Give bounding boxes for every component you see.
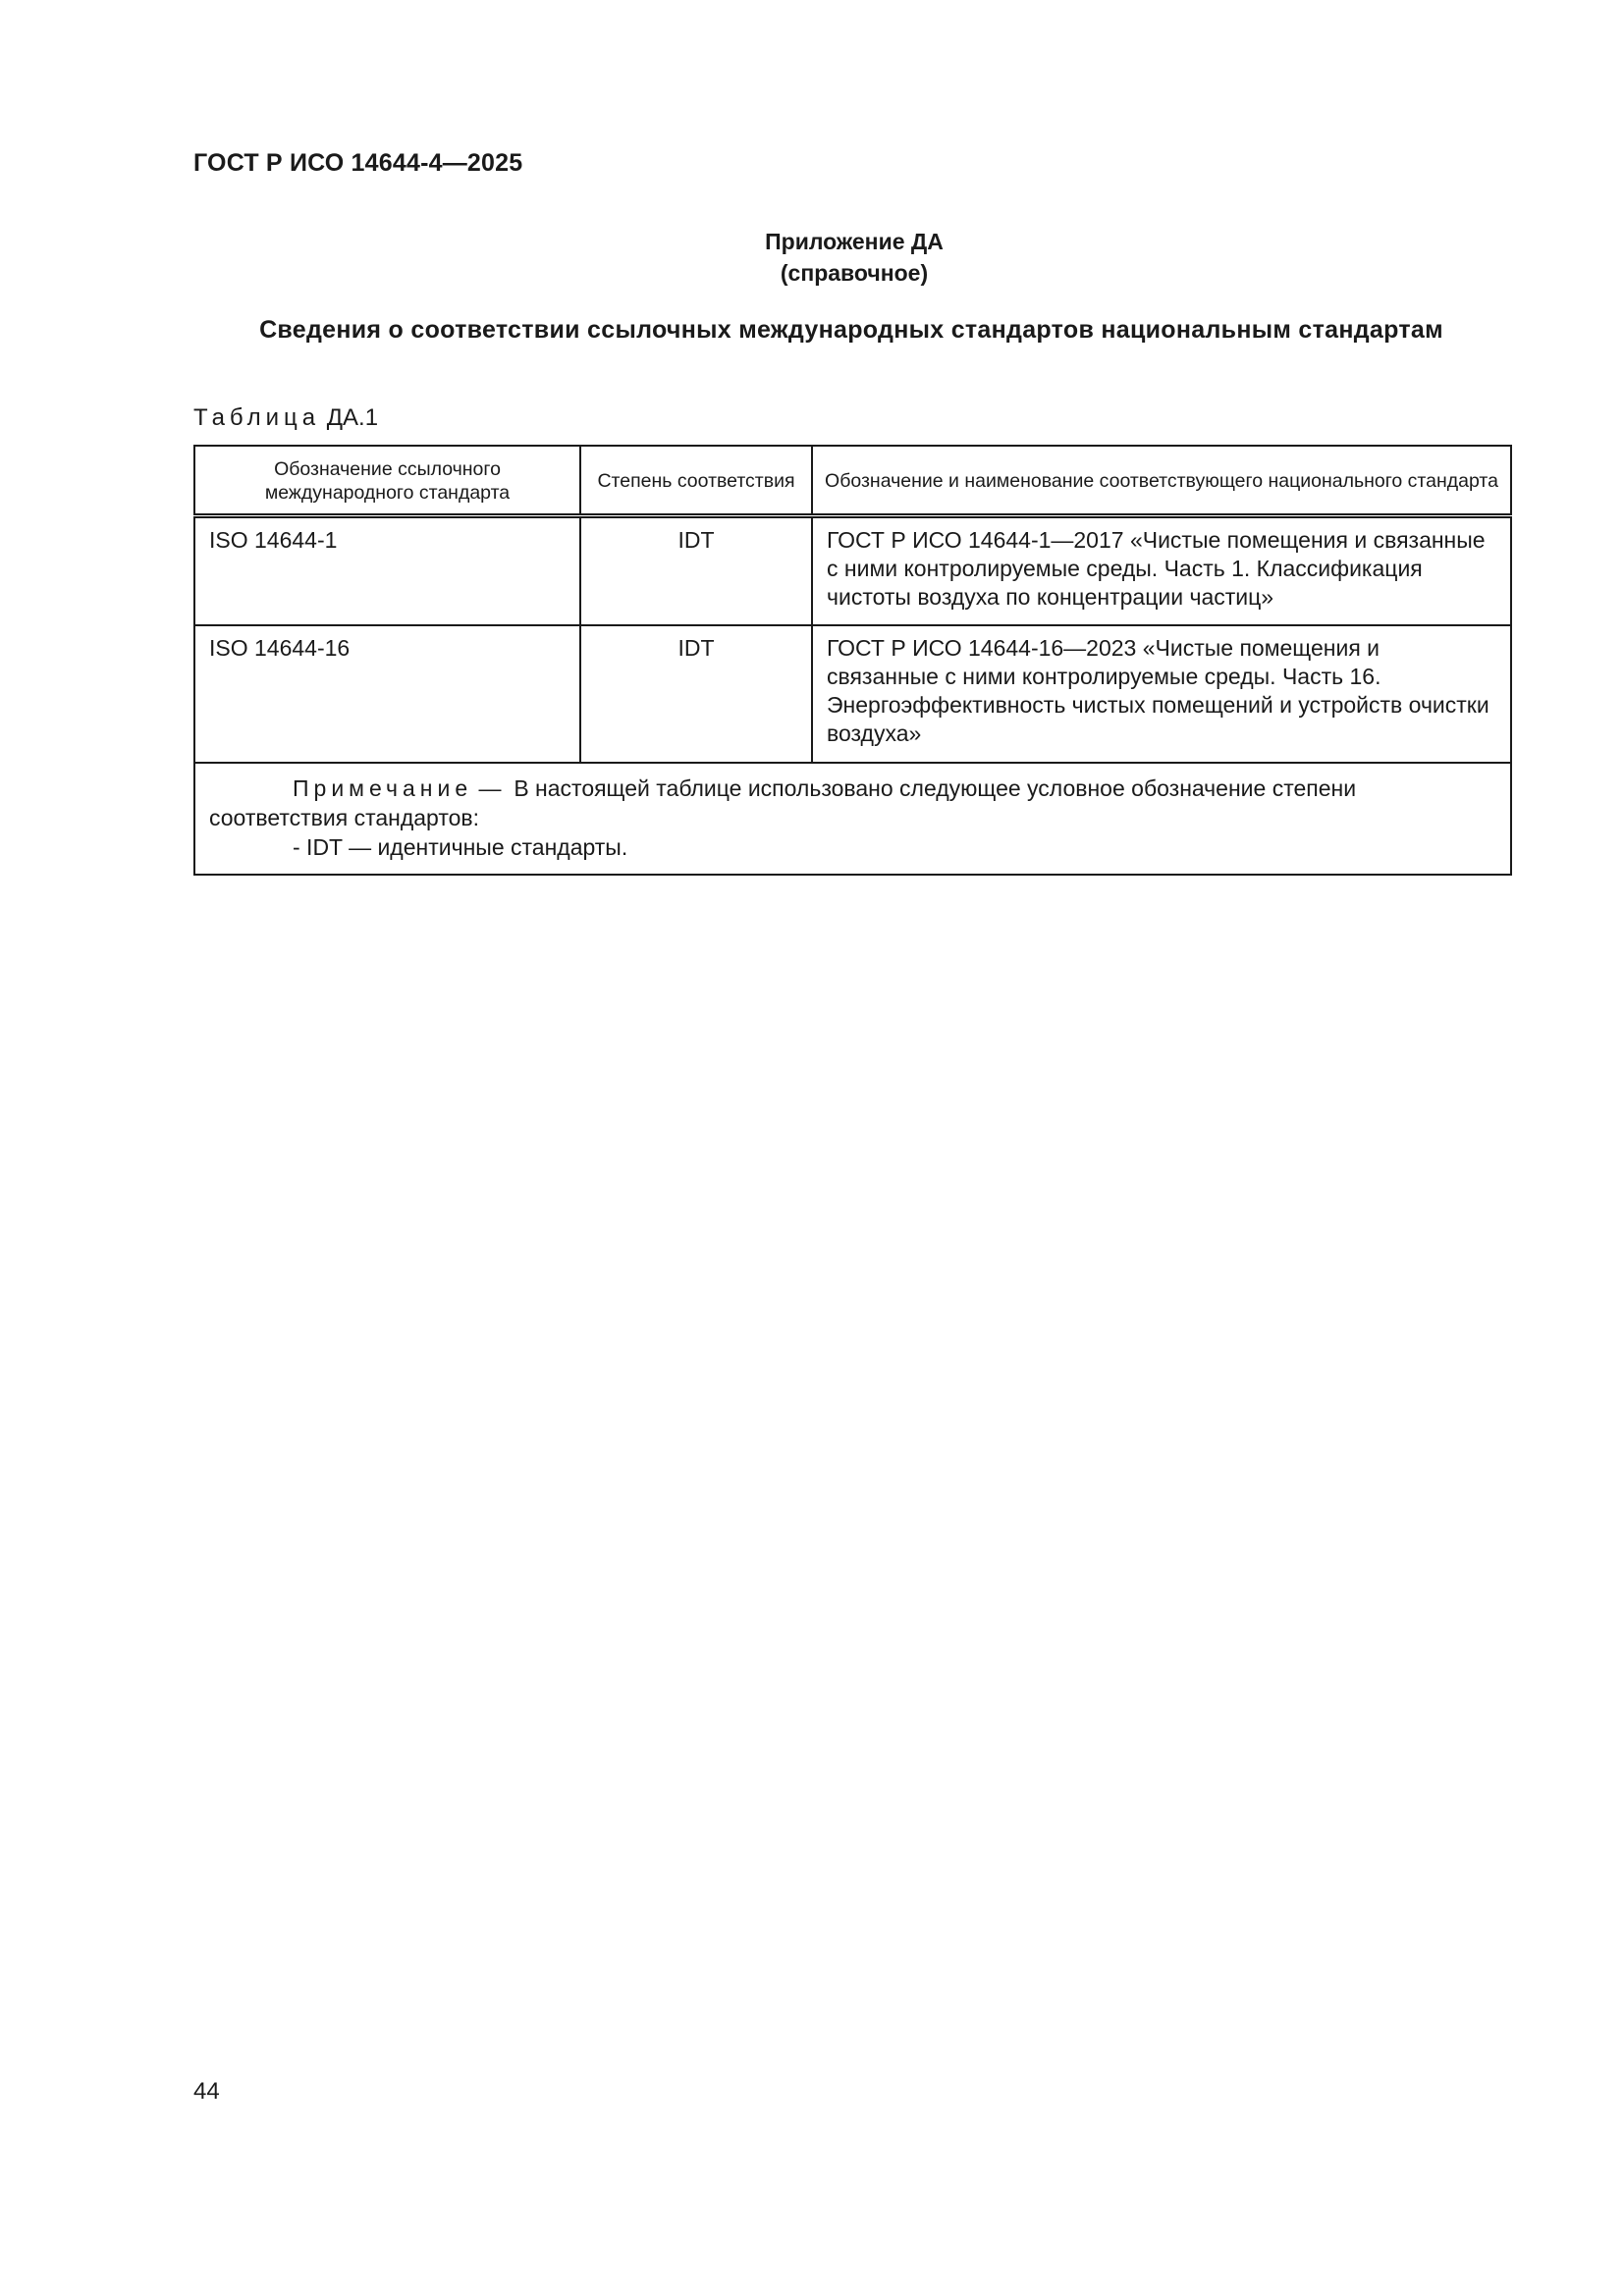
cell-degree: IDT [580,516,812,625]
cell-standard: ISO 14644-16 [194,625,580,763]
table-caption [193,404,378,432]
table-row [194,625,1511,763]
column-header-national: Обозначение и наименование соответствующего национального стандарта [812,446,1511,516]
column-header-standard: Обозначение ссылочного международного стандарта [194,446,580,516]
cell-national: ГОСТ Р ИСО 14644-1—2017 «Чистые помещения и связанные с ними контролируемые среды. Часть 1. Классификация чистоты воздуха по концентрации частиц» [812,516,1511,625]
cell-standard: ISO 14644-1 [194,516,580,625]
note-paragraph [209,774,1496,832]
note-list-item: - IDT — идентичные стандарты. [293,833,628,860]
table-caption-label: Таблица [193,404,321,431]
column-header-degree: Степень соответствия [580,446,812,516]
table-note-row [194,763,1511,875]
table-note [194,763,1511,875]
note-dash: — [478,774,502,801]
document-code: ГОСТ Р ИСО 14644-4—2025 [193,149,523,177]
annex-heading [717,226,992,289]
note-label: Примечание [293,774,473,801]
page-number: 44 [193,2078,220,2105]
cell-degree: IDT [580,625,812,763]
annex-title: Приложение ДА [765,229,944,254]
table-row [194,516,1511,625]
cell-national: ГОСТ Р ИСО 14644-16—2023 «Чистые помещения и связанные с ними контролируемые среды. Часть 16. Энергоэффективность чистых помещений и устройств очистки воздуха» [812,625,1511,763]
table-caption-number: ДА.1 [326,404,379,431]
section-title: Сведения о соответствии ссылочных международных стандартов национальным стандартам [259,316,1443,344]
table-header-row [194,446,1511,516]
note-text: В настоящей таблице использовано следующее условное обозначение степени соответствия стандартов: [209,774,1357,830]
correspondence-table [193,445,1512,876]
annex-subtitle: (справочное) [780,260,929,286]
